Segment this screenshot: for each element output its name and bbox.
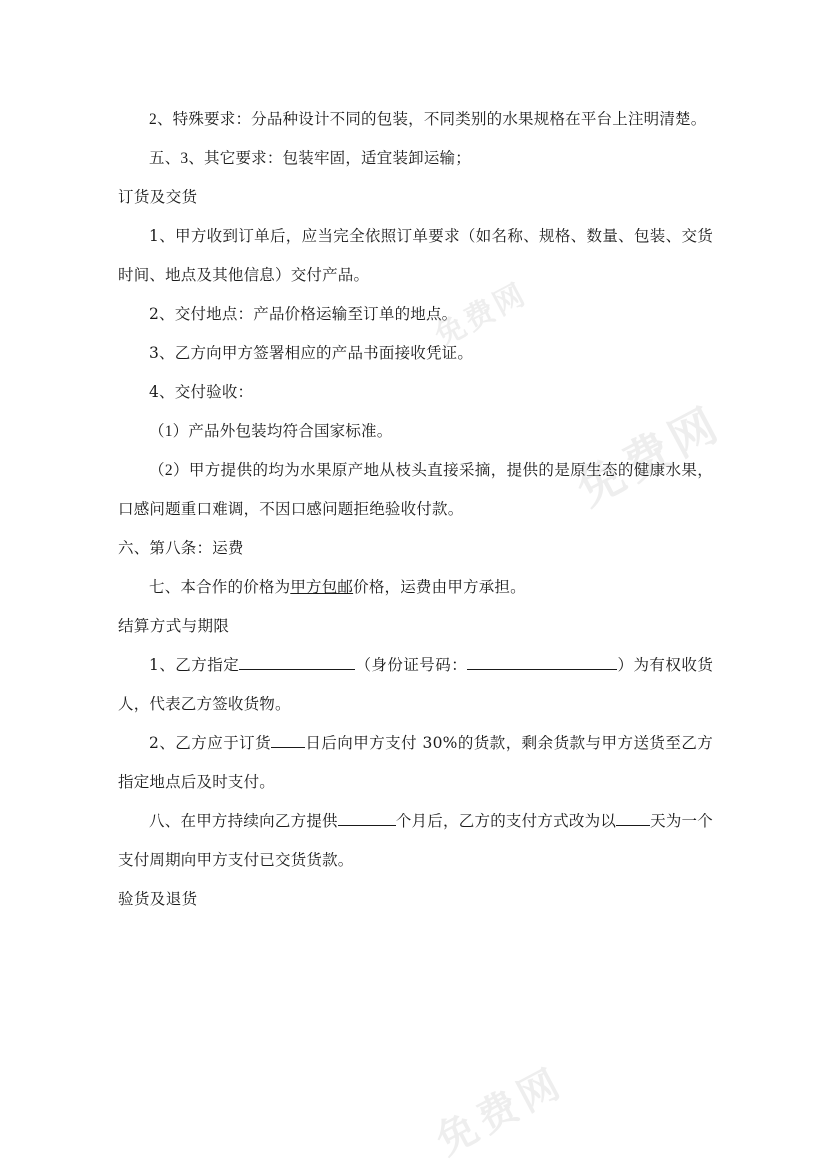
settlement-3-part-2: 个月后，乙方的支付方式改为以 <box>395 812 617 830</box>
payment-cycle-days-blank[interactable] <box>616 825 650 826</box>
paragraph-order-1: 1、甲方收到订单后，应当完全依照订单要求（如名称、规格、数量、包装、交货时间、地点及其他信息）交付产品。 <box>118 227 713 284</box>
settlement-2-part-2: 日后向甲方支付 30%的货款，剩余货款与甲方送货至乙方指定地点后及时支付。 <box>118 734 714 791</box>
paragraph-order-4-2: （2）甲方提供的均为水果原产地从枝头直接采摘，提供的是原生态的健康水果，口感问题重口难调，不因口感问题拒绝验收付款。 <box>118 462 713 518</box>
settlement-3-part-1: 八、在甲方持续向乙方提供 <box>149 812 338 830</box>
paragraph-order-2: 2、交付地点：产品价格运输至订单的地点。 <box>149 305 458 323</box>
paragraph-order-4: 4、交付验收： <box>149 383 254 401</box>
paragraph-order-3: 3、乙方向甲方签署相应的产品书面接收凭证。 <box>149 344 474 362</box>
freight-text-underline: 甲方包邮 <box>290 579 354 596</box>
watermark-text: 免费网 <box>429 277 533 353</box>
receiver-id-blank[interactable] <box>467 669 617 670</box>
freight-text-after: 价格，运费由甲方承担。 <box>353 579 526 596</box>
settlement-1-part-3: ）为有权收货人，代表乙方签收货物。 <box>118 656 714 713</box>
receiver-name-blank[interactable] <box>239 669 355 670</box>
freight-text-before: 七、本合作的价格为 <box>149 579 291 596</box>
settlement-1-part-2: （身份证号码： <box>355 656 468 674</box>
settlement-1-part-1: 1、乙方指定 <box>149 656 240 674</box>
paragraph-special-requirement: 2、特殊要求：分品种设计不同的包装，不同类别的水果规格在平台上注明清楚。 <box>149 111 707 128</box>
settlement-3-part-3: 天为一个支付周期向甲方支付已交货货款。 <box>118 812 713 869</box>
paragraph-settlement-2 <box>118 724 713 802</box>
order-days-blank[interactable] <box>271 747 305 748</box>
settlement-2-part-1: 2、乙方应于订货 <box>149 734 272 752</box>
paragraph-order-4-1: （1）产品外包装均符合国家标准。 <box>149 423 393 440</box>
paragraph-other-requirement: 五、3、其它要求：包装牢固，适宜装卸运输； <box>149 150 471 167</box>
document-body <box>118 100 713 919</box>
paragraph-article-8: 六、第八条：运费 <box>118 540 244 557</box>
watermark-text: 免费网 <box>568 396 731 516</box>
paragraph-freight <box>118 568 713 607</box>
supply-months-blank[interactable] <box>338 825 396 826</box>
heading-order-and-delivery: 订货及交货 <box>118 189 198 206</box>
heading-inspection-return: 验货及退货 <box>118 891 198 908</box>
paragraph-settlement-1 <box>118 646 713 724</box>
paragraph-settlement-3 <box>118 802 713 880</box>
heading-settlement: 结算方式与期限 <box>118 618 230 635</box>
watermark-text: 免费网 <box>429 1059 572 1164</box>
